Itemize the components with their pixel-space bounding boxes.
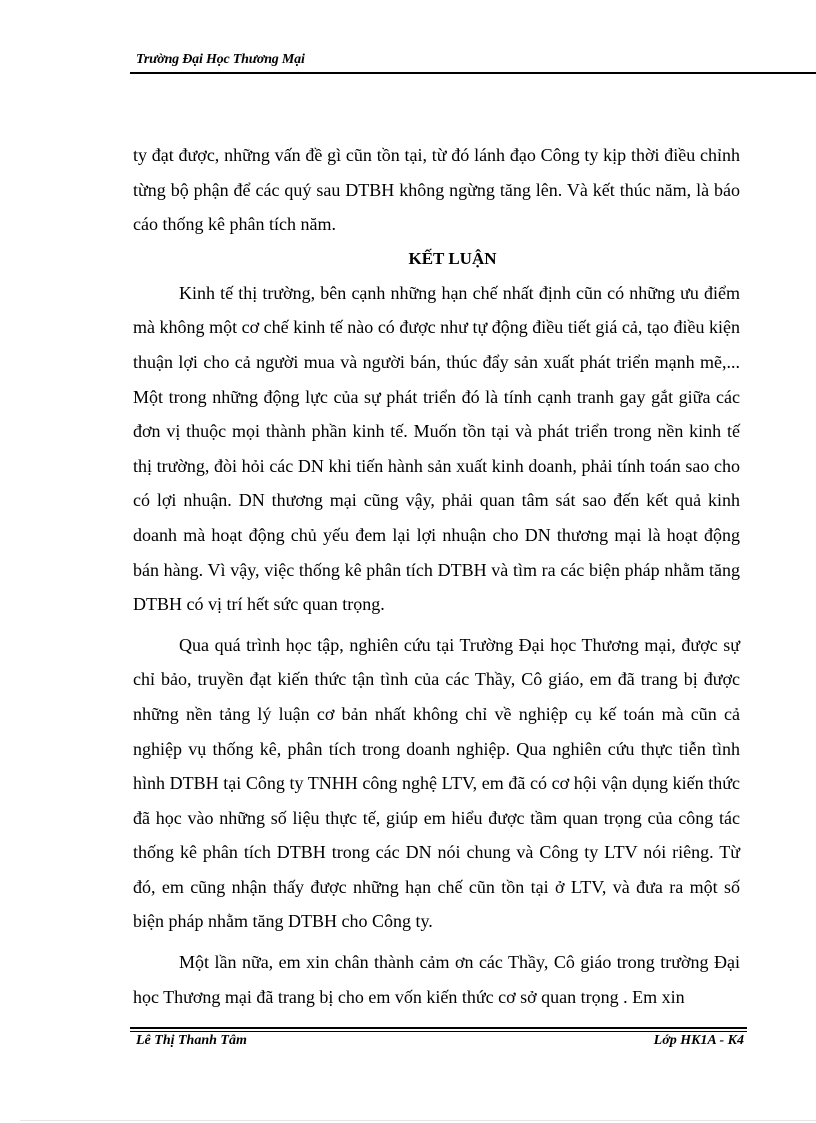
footer-divider-thick — [130, 1027, 747, 1029]
section-title: KẾT LUẬN — [408, 248, 497, 268]
header-divider — [130, 72, 816, 74]
intro-paragraph: ty đạt được, những vấn đề gì cũn tồn tại, từ đó lánh đạo Công ty kịp thời điều chỉnh từng bộ phận để các quý sau DTBH không ngừng tăng lên. Và kết thúc năm, là báo cáo thống kê phân tích năm. — [133, 145, 740, 235]
footer-class-label: Lớp HK1A - K4 — [653, 1033, 744, 1048]
page-bottom-edge — [20, 1120, 816, 1121]
conclusion-paragraph-1: Kinh tế thị trường, bên cạnh những hạn chế nhất định cũn có những ưu điểm mà không một cơ chế kinh tế nào có được như tự động điều tiết giá cả, tạo điều kiện thuận lợi cho cả người mua và người bán, thúc đẩy sản xuất phát triển mạnh mẽ,... Một trong những động lực của sự phát triển đó là tính cạnh tranh gay gắt giữa các đơn vị thuộc mọi thành phần kinh tế. Muốn tồn tại và phát triển trong nền kinh tế thị trường, đòi hỏi các DN khi tiến hành sản xuất kinh doanh, phải tính toán sao cho có lợi nhuận. DN thương mại cũng vậy, phải quan tâm sát sao đến kết quả kinh doanh mà hoạt động chủ yếu đem lại lợi nhuận cho DN thương mại là hoạt động bán hàng. Vì vậy, việc thống kê phân tích DTBH và tìm ra các biện pháp nhằm tăng DTBH có vị trí hết sức quan trọng. — [133, 282, 740, 615]
document-body — [133, 138, 740, 1014]
footer-author: Lê Thị Thanh Tâm — [136, 1033, 247, 1048]
conclusion-paragraph-2: Qua quá trình học tập, nghiên cứu tại Trường Đại học Thương mại, được sự chỉ bảo, truyền đạt kiến thức tận tình của các Thầy, Cô giáo, em đã trang bị được những nền tảng lý luận cơ bản nhất không chỉ về nghiệp cụ kế toán mà cũn cả nghiệp vụ thống kê, phân tích trong doanh nghiệp. Qua nghiên cứu thực tiễn tình hình DTBH tại Công ty TNHH công nghệ LTV, em đã có cơ hội vận dụng kiến thức đã học vào những số liệu thực tế, giúp em hiểu được tầm quan trọng của công tác thống kê phân tích DTBH trong các DN nói chung và Công ty LTV nói riêng. Từ đó, em cũng nhận thấy được những hạn chế cũn tồn tại ở LTV, và đưa ra một số biện pháp nhằm tăng DTBH cho Công ty. — [133, 634, 740, 932]
conclusion-paragraph-3: Một lần nữa, em xin chân thành cảm ơn các Thầy, Cô giáo trong trường Đại học Thương mại đã trang bị cho em vốn kiến thức cơ sở quan trọng . Em xin — [133, 952, 740, 1007]
page-header-title: Trường Đại Học Thương Mại — [136, 52, 305, 67]
footer-divider-thin — [130, 1031, 747, 1032]
